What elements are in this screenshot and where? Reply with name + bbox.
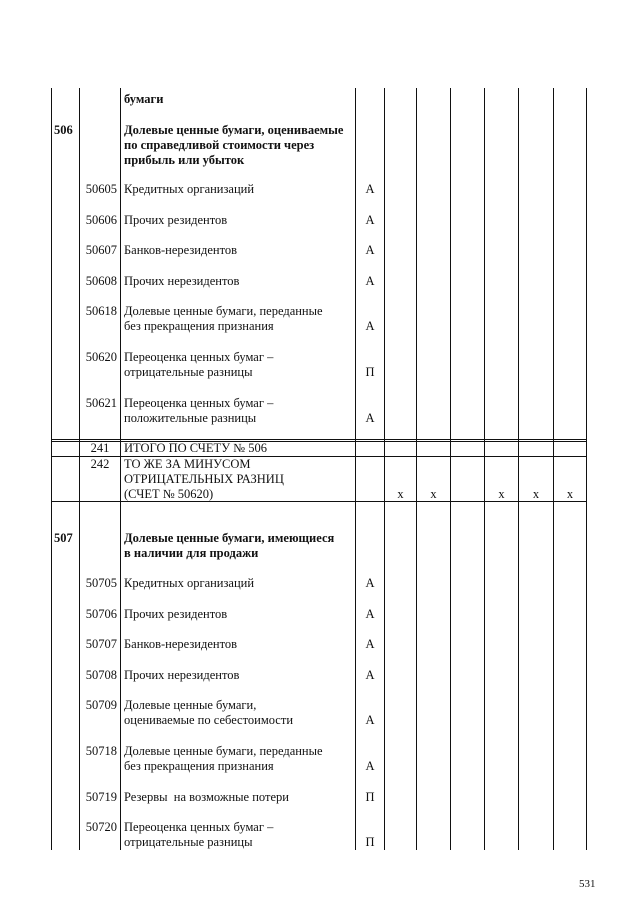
account-code: 50606	[85, 213, 117, 227]
account-sign: А	[365, 637, 375, 651]
account-name: Прочих резидентов	[124, 213, 228, 227]
account-sign: П	[365, 835, 375, 849]
account-sign: А	[365, 213, 375, 227]
account-sign: А	[365, 274, 375, 288]
net-mark: x	[532, 487, 540, 501]
section-title-line: Долевые ценные бумаги, оцениваемые	[124, 123, 344, 137]
account-sign: П	[365, 365, 375, 379]
account-sign: А	[365, 607, 375, 621]
account-code: 50608	[85, 274, 117, 288]
col-line	[586, 88, 587, 850]
account-sign: А	[365, 411, 375, 425]
col-line	[450, 88, 451, 850]
account-code: 50706	[85, 607, 117, 621]
account-name: Резервы на возможные потери	[124, 790, 289, 804]
account-sign: А	[365, 576, 375, 590]
account-sign: А	[365, 759, 375, 773]
account-name: без прекращения признания	[124, 759, 274, 773]
account-name: отрицательные разницы	[124, 835, 253, 849]
account-name: Переоценка ценных бумаг –	[124, 820, 274, 834]
account-name: отрицательные разницы	[124, 365, 253, 379]
page-number: 531	[579, 878, 596, 890]
account-name: Кредитных организаций	[124, 576, 255, 590]
account-name: Долевые ценные бумаги, переданные	[124, 744, 323, 758]
continued-header: бумаги	[124, 92, 164, 106]
row-line	[51, 439, 587, 440]
account-name: Переоценка ценных бумаг –	[124, 350, 274, 364]
account-code: 50705	[85, 576, 117, 590]
account-code: 50709	[85, 698, 117, 712]
account-name: Прочих нерезидентов	[124, 274, 240, 288]
account-code: 50607	[85, 243, 117, 257]
section-title-line: по справедливой стоимости через	[124, 138, 315, 152]
col-line	[416, 88, 417, 850]
col-line	[120, 88, 121, 850]
account-sign: А	[365, 319, 375, 333]
account-name: положительные разницы	[124, 411, 257, 425]
net-mark: x	[397, 487, 404, 501]
account-code: 50707	[85, 637, 117, 651]
total-code: 241	[90, 441, 110, 455]
total-label: ИТОГО ПО СЧЕТУ № 506	[124, 441, 267, 455]
col-line	[484, 88, 485, 850]
account-sign: А	[365, 713, 375, 727]
net-label-line: ОТРИЦАТЕЛЬНЫХ РАЗНИЦ	[124, 472, 284, 486]
net-mark: x	[498, 487, 505, 501]
account-name: Кредитных организаций	[124, 182, 255, 196]
col-line	[384, 88, 385, 850]
account-sign: А	[365, 182, 375, 196]
account-code: 50621	[85, 396, 117, 410]
account-name: Банков-нерезидентов	[124, 243, 238, 257]
account-name: Банков-нерезидентов	[124, 637, 238, 651]
net-label-line: (СЧЕТ № 50620)	[124, 487, 214, 501]
account-code: 50620	[85, 350, 117, 364]
section-title-line: прибыль или убыток	[124, 153, 245, 167]
account-name: Переоценка ценных бумаг –	[124, 396, 274, 410]
account-name: оцениваемые по себестоимости	[124, 713, 294, 727]
section-code: 506	[54, 123, 73, 137]
col-line	[518, 88, 519, 850]
account-code: 50718	[85, 744, 117, 758]
net-code: 242	[90, 457, 110, 471]
account-name: Прочих нерезидентов	[124, 668, 240, 682]
account-name: без прекращения признания	[124, 319, 274, 333]
account-name: Долевые ценные бумаги, переданные	[124, 304, 323, 318]
account-code: 50618	[85, 304, 117, 318]
net-mark: x	[430, 487, 437, 501]
section-code: 507	[54, 531, 73, 545]
section-title-line: Долевые ценные бумаги, имеющиеся	[124, 531, 335, 545]
account-sign: А	[365, 243, 375, 257]
account-name: Прочих резидентов	[124, 607, 228, 621]
col-line	[553, 88, 554, 850]
account-code: 50720	[85, 820, 117, 834]
col-line	[51, 88, 52, 850]
account-sign: П	[365, 790, 375, 804]
section-title-line: в наличии для продажи	[124, 546, 259, 560]
account-name: Долевые ценные бумаги,	[124, 698, 257, 712]
account-code: 50708	[85, 668, 117, 682]
net-label-line: ТО ЖЕ ЗА МИНУСОМ	[124, 457, 251, 471]
col-line	[355, 88, 356, 850]
account-code: 50605	[85, 182, 117, 196]
account-sign: А	[365, 668, 375, 682]
net-mark: x	[566, 487, 574, 501]
account-code: 50719	[85, 790, 117, 804]
